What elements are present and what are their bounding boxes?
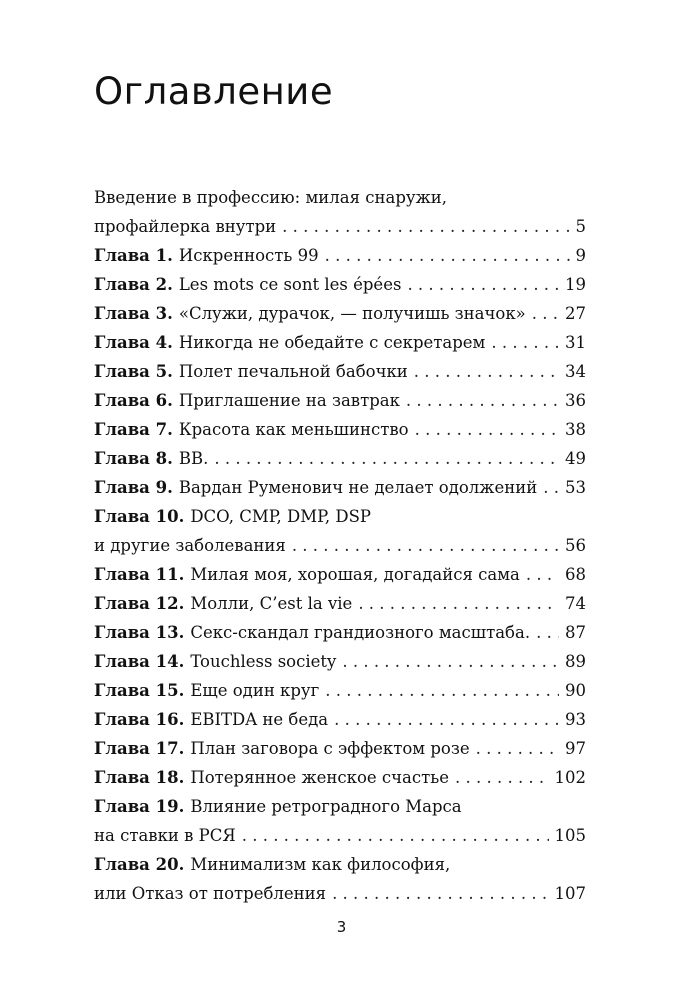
toc-entry-chapter-15[interactable]: [94, 676, 586, 705]
dot-leader: [407, 270, 559, 299]
chapter-label: Глава 10.: [94, 507, 185, 526]
chapter-label: Глава 7.: [94, 420, 173, 439]
toc-entry-first-line: [94, 183, 586, 212]
chapter-title-cont: на ставки в РСЯ: [94, 826, 236, 845]
toc-entry-first-line: [94, 502, 586, 531]
toc-entry-chapter-12[interactable]: [94, 589, 586, 618]
chapter-label: Глава 14.: [94, 652, 185, 671]
dot-leader: [325, 241, 570, 270]
toc-page-number: 87: [565, 623, 586, 642]
chapter-title: Приглашение на завтрак: [178, 391, 400, 410]
toc-entry-chapter-10[interactable]: [94, 502, 586, 560]
toc-page-number: 27: [565, 304, 586, 323]
chapter-label: Глава 3.: [94, 304, 173, 323]
toc-entry-line: [94, 415, 586, 444]
chapter-label: Глава 5.: [94, 362, 173, 381]
toc-entry-chapter-6[interactable]: [94, 386, 586, 415]
chapter-title: Минимализм как философия,: [190, 855, 451, 874]
toc-page-number: 97: [565, 739, 586, 758]
dot-leader: [334, 705, 559, 734]
toc-entry-chapter-14[interactable]: [94, 647, 586, 676]
toc-entry-chapter-9[interactable]: [94, 473, 586, 502]
toc-entry-line: [94, 241, 586, 270]
toc-entry-last-line: [94, 531, 586, 560]
toc-entry-line: [94, 705, 586, 734]
toc-page-number: 90: [565, 681, 586, 700]
toc-entry-chapter-20[interactable]: [94, 850, 586, 908]
chapter-title: DCO, CMP, DMP, DSP: [190, 507, 372, 526]
dot-leader: [325, 676, 559, 705]
toc-entry-chapter-18[interactable]: [94, 763, 586, 792]
chapter-title: Милая моя, хорошая, догадайся сама: [190, 565, 520, 584]
dot-leader: [282, 212, 569, 241]
toc-page-number: 34: [565, 362, 586, 381]
toc-entry-line: [94, 589, 586, 618]
toc-entry-chapter-13[interactable]: [94, 618, 586, 647]
toc-entry-line: [94, 357, 586, 386]
toc-entry-line: [94, 647, 586, 676]
chapter-label: Глава 2.: [94, 275, 173, 294]
toc-entry-title-cont: профайлерка внутри: [94, 217, 277, 236]
chapter-title: Touchless society: [190, 652, 337, 671]
toc-entry-line: [94, 270, 586, 299]
page-number-footer: 3: [336, 918, 347, 936]
chapter-title: Искренность 99: [178, 246, 319, 265]
dot-leader: [292, 531, 559, 560]
toc-entry-chapter-4[interactable]: [94, 328, 586, 357]
toc-entry-line: [94, 734, 586, 763]
toc-entry-last-line: [94, 821, 586, 850]
chapter-title-cont: или Отказ от потребления: [94, 884, 327, 903]
chapter-title: Потерянное женское счастье: [190, 768, 449, 787]
toc-page-number: 68: [565, 565, 586, 584]
toc-page-number: 102: [554, 768, 586, 787]
toc-entry-chapter-11[interactable]: [94, 560, 586, 589]
table-of-contents: [94, 183, 586, 908]
toc-page-number: 89: [565, 652, 586, 671]
toc-page-number: 36: [565, 391, 586, 410]
dot-leader: [476, 734, 559, 763]
toc-entry-chapter-3[interactable]: [94, 299, 586, 328]
chapter-title-cont: и другие заболевания: [94, 536, 286, 555]
dot-leader: [358, 589, 559, 618]
toc-entry-line: [94, 676, 586, 705]
toc-entry-chapter-1[interactable]: [94, 241, 586, 270]
chapter-label: Глава 15.: [94, 681, 185, 700]
toc-entry-chapter-7[interactable]: [94, 415, 586, 444]
chapter-title: EBITDA не беда: [190, 710, 329, 729]
toc-entry-line: [94, 618, 586, 647]
dot-leader: [332, 879, 548, 908]
chapter-title: Les mots ce sont les épées: [178, 275, 402, 294]
chapter-label: Глава 13.: [94, 623, 185, 642]
dot-leader: [491, 328, 559, 357]
toc-page-number: 9: [575, 246, 586, 265]
dot-leader: [536, 618, 559, 647]
toc-page-number: 49: [565, 449, 586, 468]
chapter-label: Глава 8.: [94, 449, 173, 468]
toc-entry-line: [94, 560, 586, 589]
toc-entry-chapter-16[interactable]: [94, 705, 586, 734]
chapter-label: Глава 18.: [94, 768, 185, 787]
toc-entry-last-line: [94, 879, 586, 908]
toc-page-number: 107: [554, 884, 586, 903]
toc-entry-line: [94, 473, 586, 502]
toc-entry-chapter-19[interactable]: [94, 792, 586, 850]
toc-page-number: 38: [565, 420, 586, 439]
chapter-title: «Служи, дурачок, — получишь значок»: [178, 304, 526, 323]
chapter-label: Глава 6.: [94, 391, 173, 410]
toc-page-number: 19: [565, 275, 586, 294]
chapter-title: План заговора с эффектом розе: [190, 739, 470, 758]
toc-entry-line: [94, 386, 586, 415]
dot-leader: [543, 473, 559, 502]
chapter-title: Секс-скандал грандиозного масштаба.: [190, 623, 531, 642]
chapter-label: Глава 1.: [94, 246, 173, 265]
page-title: Оглавление: [94, 70, 334, 113]
dot-leader: [214, 444, 559, 473]
toc-entry-title: Введение в профессию: милая снаружи,: [94, 188, 448, 207]
toc-page-number: 5: [575, 217, 586, 236]
dot-leader: [415, 415, 559, 444]
toc-entry-line: [94, 299, 586, 328]
chapter-label: Глава 12.: [94, 594, 185, 613]
dot-leader: [526, 560, 559, 589]
chapter-title: BB.: [178, 449, 209, 468]
chapter-label: Глава 11.: [94, 565, 185, 584]
chapter-list: [94, 241, 586, 908]
toc-entry-chapter-5[interactable]: [94, 357, 586, 386]
chapter-label: Глава 17.: [94, 739, 185, 758]
toc-entry-chapter-2[interactable]: [94, 270, 586, 299]
dot-leader: [342, 647, 559, 676]
toc-entry-chapter-8[interactable]: [94, 444, 586, 473]
chapter-label: Глава 16.: [94, 710, 185, 729]
toc-page-number: 74: [565, 594, 586, 613]
toc-page-number: 56: [565, 536, 586, 555]
chapter-title: Вардан Руменович не делает одолжений: [178, 478, 538, 497]
toc-entry-chapter-17[interactable]: [94, 734, 586, 763]
toc-entry-line: [94, 444, 586, 473]
chapter-label: Глава 9.: [94, 478, 173, 497]
chapter-title: Влияние ретроградного Марса: [190, 797, 462, 816]
dot-leader: [406, 386, 559, 415]
toc-page-number: 105: [554, 826, 586, 845]
dot-leader: [242, 821, 549, 850]
toc-page-number: 93: [565, 710, 586, 729]
chapter-title: Еще один круг: [190, 681, 320, 700]
chapter-title: Молли, C’est la vie: [190, 594, 353, 613]
toc-page-number: 31: [565, 333, 586, 352]
chapter-label: Глава 20.: [94, 855, 185, 874]
dot-leader: [455, 763, 549, 792]
toc-entry-last-line: [94, 212, 586, 241]
chapter-title: Красота как меньшинство: [178, 420, 409, 439]
dot-leader: [414, 357, 559, 386]
toc-entry-intro[interactable]: [94, 183, 586, 241]
toc-entry-line: [94, 328, 586, 357]
toc-entry-first-line: [94, 792, 586, 821]
toc-entry-line: [94, 763, 586, 792]
chapter-label: Глава 4.: [94, 333, 173, 352]
toc-page-number: 53: [565, 478, 586, 497]
toc-entry-first-line: [94, 850, 586, 879]
chapter-label: Глава 19.: [94, 797, 185, 816]
chapter-title: Полет печальной бабочки: [178, 362, 408, 381]
dot-leader: [532, 299, 559, 328]
chapter-title: Никогда не обедайте с секретарем: [178, 333, 486, 352]
